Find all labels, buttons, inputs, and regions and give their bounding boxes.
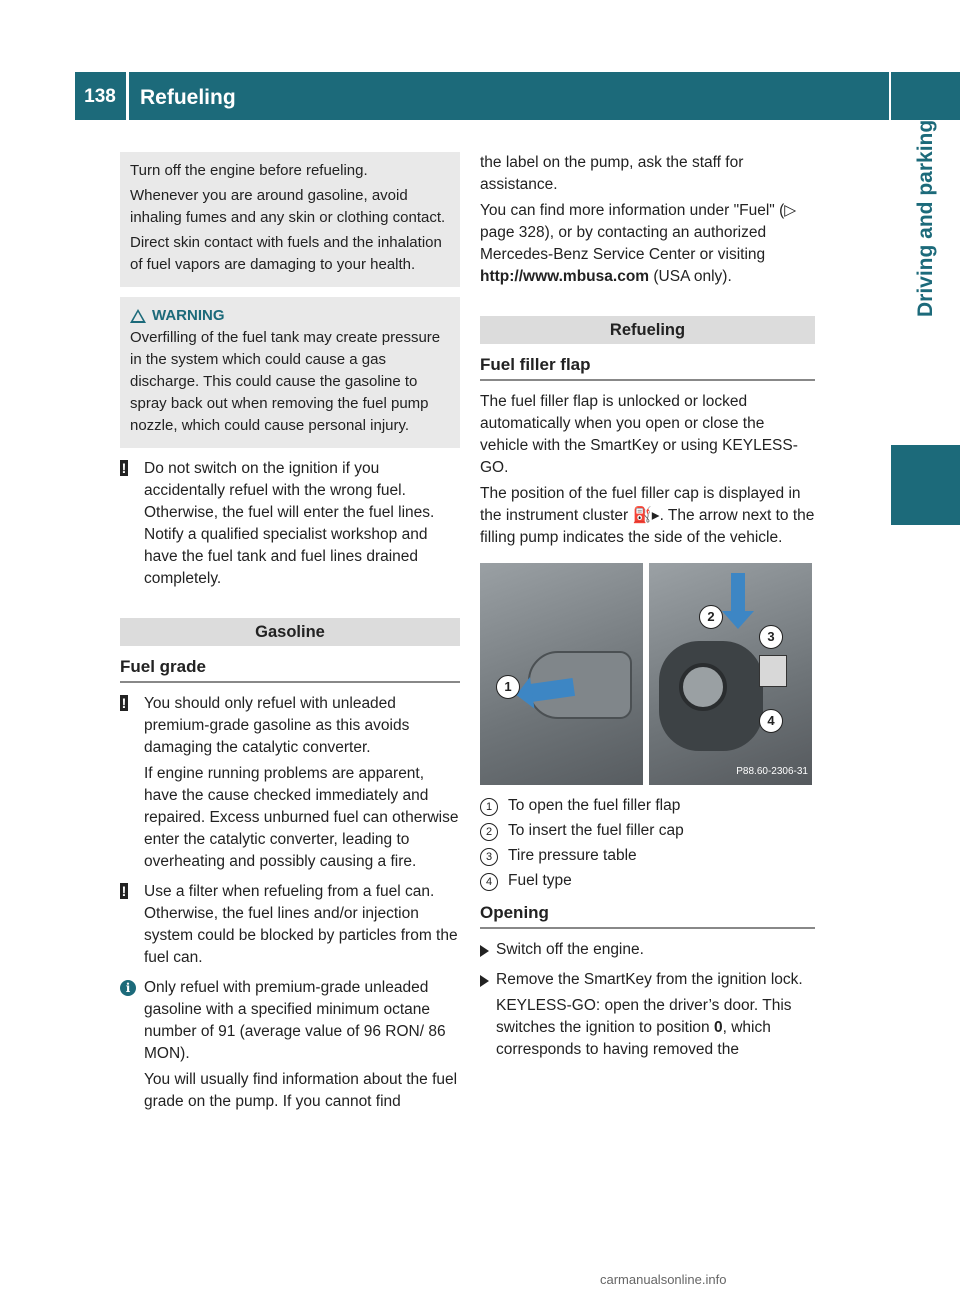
note-text: If engine running problems are apparent, have the cause checked immediately and repaired. Excess unburned fuel can otherwise enter the catalytic converter, leading to overheating and possibly causing a fire. (144, 765, 459, 870)
warning-label: WARNING (152, 307, 225, 324)
header-divider (126, 72, 129, 120)
text: KEYLESS-GO: open the driver’s door. This switches the ignition to position (496, 997, 792, 1036)
legend-text: To insert the fuel filler cap (508, 822, 684, 839)
website-link[interactable]: http://www.mbusa.com (480, 268, 650, 285)
safety-line: Direct skin contact with fuels and the inhalation of fuel vapors are damaging to your health. (130, 234, 442, 273)
paragraph-cap-position (480, 483, 815, 549)
step-arrow-icon (480, 945, 489, 957)
note-text: Do not switch on the ignition if you accidentally refuel with the wrong fuel. Otherwise, the fuel will enter the fuel lines. Notify a qualified specialist workshop and have the fuel tank and fuel lines drained completely. (144, 460, 435, 587)
fuel-cap (679, 663, 727, 711)
legend-number: 1 (480, 798, 498, 816)
side-tab-top-block (891, 72, 960, 120)
callout-1: 1 (496, 675, 520, 699)
warning-icon (130, 309, 146, 323)
info-text: You will usually find information about the fuel grade on the pump. If you cannot find (144, 1071, 458, 1110)
left-column (120, 152, 460, 1121)
fuel-pump-icon: ⛽▸ (632, 507, 660, 524)
step (480, 969, 815, 1061)
step-text: Switch off the engine. (496, 941, 644, 958)
note-unleaded (120, 693, 460, 873)
label-plate (759, 655, 787, 687)
callout-3: 3 (759, 625, 783, 649)
legend-item (480, 870, 815, 892)
legend-text: To open the fuel filler flap (508, 797, 681, 814)
exclamation-icon: ! (121, 695, 127, 711)
info-text: Only refuel with premium-grade unleaded gasoline with a specified minimum octane number of 91 (average value of 96 RON/ 86 MON). (144, 979, 446, 1062)
footer-watermark: carmanualsonline.info (600, 1272, 727, 1287)
figure-legend (480, 795, 815, 892)
text: (USA only). (649, 268, 732, 285)
safety-box (120, 152, 460, 287)
figure-code: P88.60-2306-31 (736, 766, 808, 777)
page-number: 138 (84, 86, 116, 107)
legend-number: 2 (480, 823, 498, 841)
figure-panel-closed (480, 563, 643, 785)
right-column (480, 152, 815, 1069)
info-octane (120, 977, 460, 1113)
text: , which corresponds to having removed the (496, 1019, 771, 1058)
note-text: You should only refuel with unleaded premium-grade gasoline as this avoids damaging the catalytic converter. (144, 695, 410, 756)
callout-4: 4 (759, 709, 783, 733)
legend-item (480, 845, 815, 867)
side-tab-label: Driving and parking (914, 120, 937, 318)
legend-item (480, 795, 815, 817)
safety-line: Whenever you are around gasoline, avoid inhaling fumes and any skin or clothing contact. (130, 187, 446, 226)
legend-number: 3 (480, 848, 498, 866)
ignition-position: 0 (713, 1019, 723, 1036)
legend-text: Tire pressure table (508, 847, 637, 864)
warning-heading (130, 305, 452, 327)
step (480, 939, 815, 961)
paragraph: The fuel filler flap is unlocked or locked automatically when you open or close the vehicle with the SmartKey or using KEYLESS-GO. (480, 393, 798, 476)
arrow-down-icon (731, 573, 745, 613)
info-icon: i (120, 977, 136, 999)
section-heading-gasoline: Gasoline (120, 618, 460, 646)
legend-item (480, 820, 815, 842)
note-wrong-fuel (120, 458, 460, 590)
subheading-opening: Opening (480, 902, 815, 929)
text: You can find more information under "Fuel" (▷ page 328), or by contacting an authorized Mercedes-Benz Service Center or visiting (480, 202, 797, 263)
subheading-fuel-filler-flap: Fuel filler flap (480, 354, 815, 381)
step-arrow-icon (480, 975, 489, 987)
page-title: Refueling (140, 86, 236, 109)
side-tab-marker (891, 445, 960, 525)
text: The position of the fuel filler cap is displayed in the instrument cluster (480, 485, 801, 524)
paragraph-more-info (480, 200, 815, 288)
note-fuel-can (120, 881, 460, 969)
step-text: Remove the SmartKey from the ignition lock. (496, 971, 803, 988)
subheading-fuel-grade: Fuel grade (120, 656, 460, 683)
exclamation-icon: ! (121, 883, 127, 899)
exclamation-icon: ! (121, 460, 127, 476)
warning-box (120, 297, 460, 448)
note-text: Use a filter when refueling from a fuel can. Otherwise, the fuel lines and/or injection system could be blocked by particles from the fuel can. (144, 883, 458, 966)
text: . The arrow next to the filling pump indicates the side of the vehicle. (480, 507, 815, 546)
safety-line: Turn off the engine before refueling. (130, 162, 368, 179)
fuel-flap-figure (480, 563, 812, 785)
step-note (496, 995, 815, 1061)
callout-2: 2 (699, 605, 723, 629)
legend-number: 4 (480, 873, 498, 891)
figure-panel-open (649, 563, 812, 785)
section-heading-refueling: Refueling (480, 316, 815, 344)
paragraph: the label on the pump, ask the staff for assistance. (480, 154, 744, 193)
legend-text: Fuel type (508, 872, 572, 889)
warning-text: Overfilling of the fuel tank may create pressure in the system which could cause a gas discharge. This could cause the gasoline to spray back out when removing the fuel pump nozzle, which could cause personal injury. (130, 329, 441, 434)
